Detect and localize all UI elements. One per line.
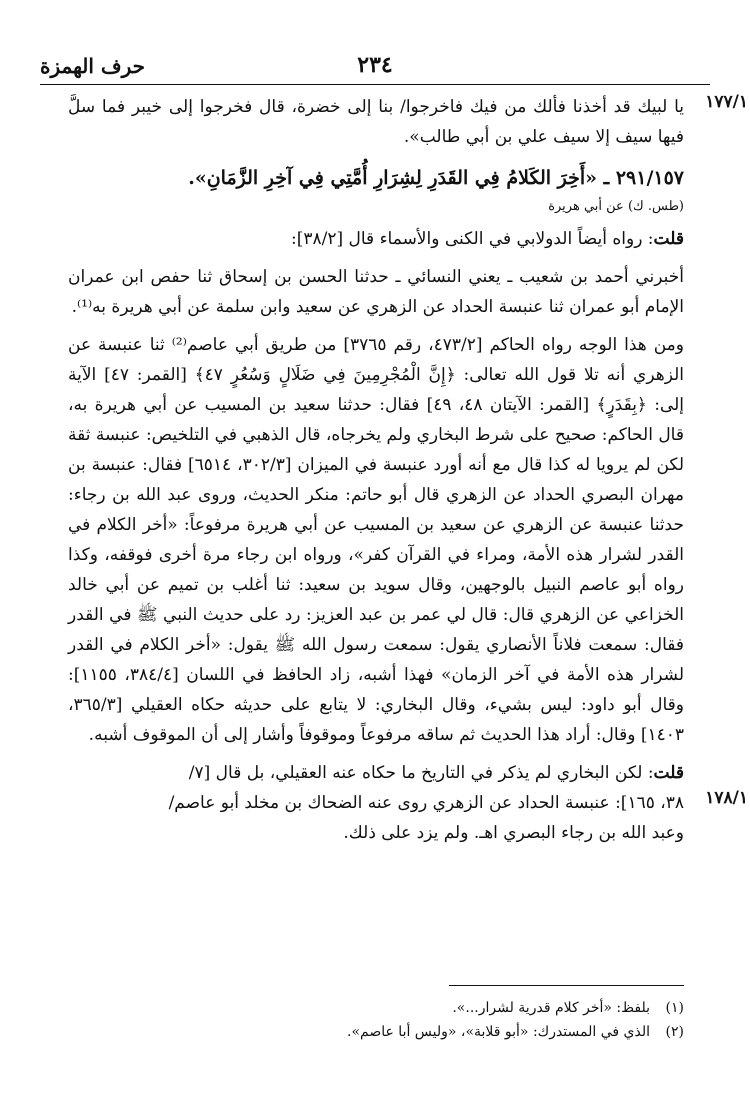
paragraph-continuation-block bbox=[68, 92, 748, 152]
footnotes bbox=[68, 985, 684, 1044]
header-rule bbox=[40, 84, 710, 85]
paragraph-qultu-2-line1: : لكن البخاري لم يذكر في التاريخ ما حكاه عنه العقيلي، بل قال [٧/ bbox=[188, 763, 654, 783]
page-body bbox=[68, 92, 748, 856]
footnote-2-text: الذي في المستدرك: «أبو قلابة»، «وليس أبا عاصم». bbox=[347, 1024, 650, 1040]
paragraph-qultu-2-block bbox=[68, 758, 748, 848]
hadith-source: (طس. ك) عن أبي هريرة bbox=[548, 199, 684, 214]
footnote-1 bbox=[68, 996, 684, 1020]
paragraph-qultu-2 bbox=[68, 758, 684, 848]
footnote-1-number: (١) bbox=[665, 1000, 684, 1016]
chapter-title: حرف الهمزة bbox=[40, 54, 146, 78]
page-header bbox=[40, 50, 710, 84]
paragraph-qultu-2-line3: وعبد الله بن رجاء البصري اهـ. ولم يزد على ذلك. bbox=[343, 823, 684, 843]
footnote-1-text: بلفظ: «أخر كلام قدرية لشرار...». bbox=[452, 1000, 650, 1016]
paragraph-hakim: ومن هذا الوجه رواه الحاكم [٤٧٣/٢، رقم ٣٧٦٥] من طريق أبي عاصم⁽²⁾ ثنا عنبسة عن الزهري أنه تلا قول الله تعالى: ﴿إِنَّ الْمُجْرِمِينَ فِي ضَلَالٍ وَسُعُرٍ ٤٧﴾ [القمر: ٤٧] الآية إلى: ﴿بِقَدَرٍ﴾ [القمر: الآيتان ٤٨، ٤٩] فقال: حدثنا سعيد بن المسيب عن أبي هريرة به، قال الحاكم: صحيح على شرط البخاري ولم يخرجاه، قال الذهبي في التلخيص: عنبسة ثقة لكن لم يرويا له كذا قال مع أنه أورد عنبسة في الميزان [٣٠٢/٣، ٦٥١٤] فقال: عنبسة بن مهران البصري الحداد عن الزهري قال أبو حاتم: منكر الحديث، وروى عبد الله بن رجاء: حدثنا عنبسة عن الزهري عن سعيد بن المسيب عن أبي هريرة مرفوعاً: «أخر الكلام في القدر لشرار هذه الأمة، ومراء في القرآن كفر»، ورواه ابن رجاء مرة أخرى فوقفه، وكذا رواه أبو عاصم النبيل بالوجهين، وقال سويد بن سعيد: ثنا أغلب بن تميم عن أبي خالد الخزاعي عن الزهري قال: قال لي عمر بن عبد العزيز: رد على حديث النبي ﷺ في القدر فقال: سمعت فلاناً الأنصاري يقول: سمعت رسول الله ﷺ يقول: «أخر الكلام في القدر لشرار هذه الأمة في آخر الزمان» فهذا أشبه، زاد الحافظ في اللسان [٣٨٤/٤، ١١٥٥]: وقال أبو داود: ليس بشيء، وقال البخاري: لا يتابع على حديثه حكاه العقيلي [٣٦٥/٣، ١٤٠٣] وقال: أراد هذا الحديث ثم ساقه مرفوعاً وموقوفاً وأشار إلى أن الموقوف أشبه. bbox=[68, 335, 684, 745]
paragraph-continuation: يا لبيك قد أخذنا فألك من فيك فاخرجوا/ بنا إلى خضرة، قال فخرجوا إلى خيبر فما سلَّ فيها سيف إلا سيف علي بن أبي طالب». bbox=[68, 97, 684, 147]
paragraph-qultu-1 bbox=[68, 224, 684, 254]
footnote-rule bbox=[449, 985, 684, 986]
paragraph-isnad: أخبرني أحمد بن شعيب ـ يعني النسائي ـ حدثنا الحسن بن إسحاق ثنا حفص ابن عمران الإمام أبو عمران ثنا عنبسة الحداد عن الزهري عن سعيد وابن سلمة عن أبي هريرة به⁽¹⁾. bbox=[68, 267, 684, 317]
margin-marker-2: ١٧٨/١ bbox=[705, 788, 748, 808]
paragraph-qultu-1-text: : رواه أيضاً الدولابي في الكنى والأسماء قال [٣٨/٢]: bbox=[290, 229, 654, 249]
margin-marker-1: ١٧٧/١ bbox=[705, 92, 748, 112]
page-number: ٢٣٤ bbox=[357, 52, 393, 78]
paragraph-qultu-2-line2: ٣٨، ١٦٥]: عنبسة الحداد عن الزهري روى عنه الضحاك بن مخلد أبو عاصم/ bbox=[168, 793, 684, 813]
qultu-label: قلت bbox=[653, 229, 684, 249]
qultu-label-2: قلت bbox=[653, 763, 684, 783]
footnote-2-number: (٢) bbox=[665, 1024, 684, 1040]
footnote-2 bbox=[68, 1020, 684, 1044]
hadith-heading: ٢٩١/١٥٧ ـ «أَخِرَ الكَلامُ فِي القَدَرِ لِشِرَارِ أُمَّتِي فِي آخِرِ الزَّمَانِ». bbox=[188, 167, 684, 189]
